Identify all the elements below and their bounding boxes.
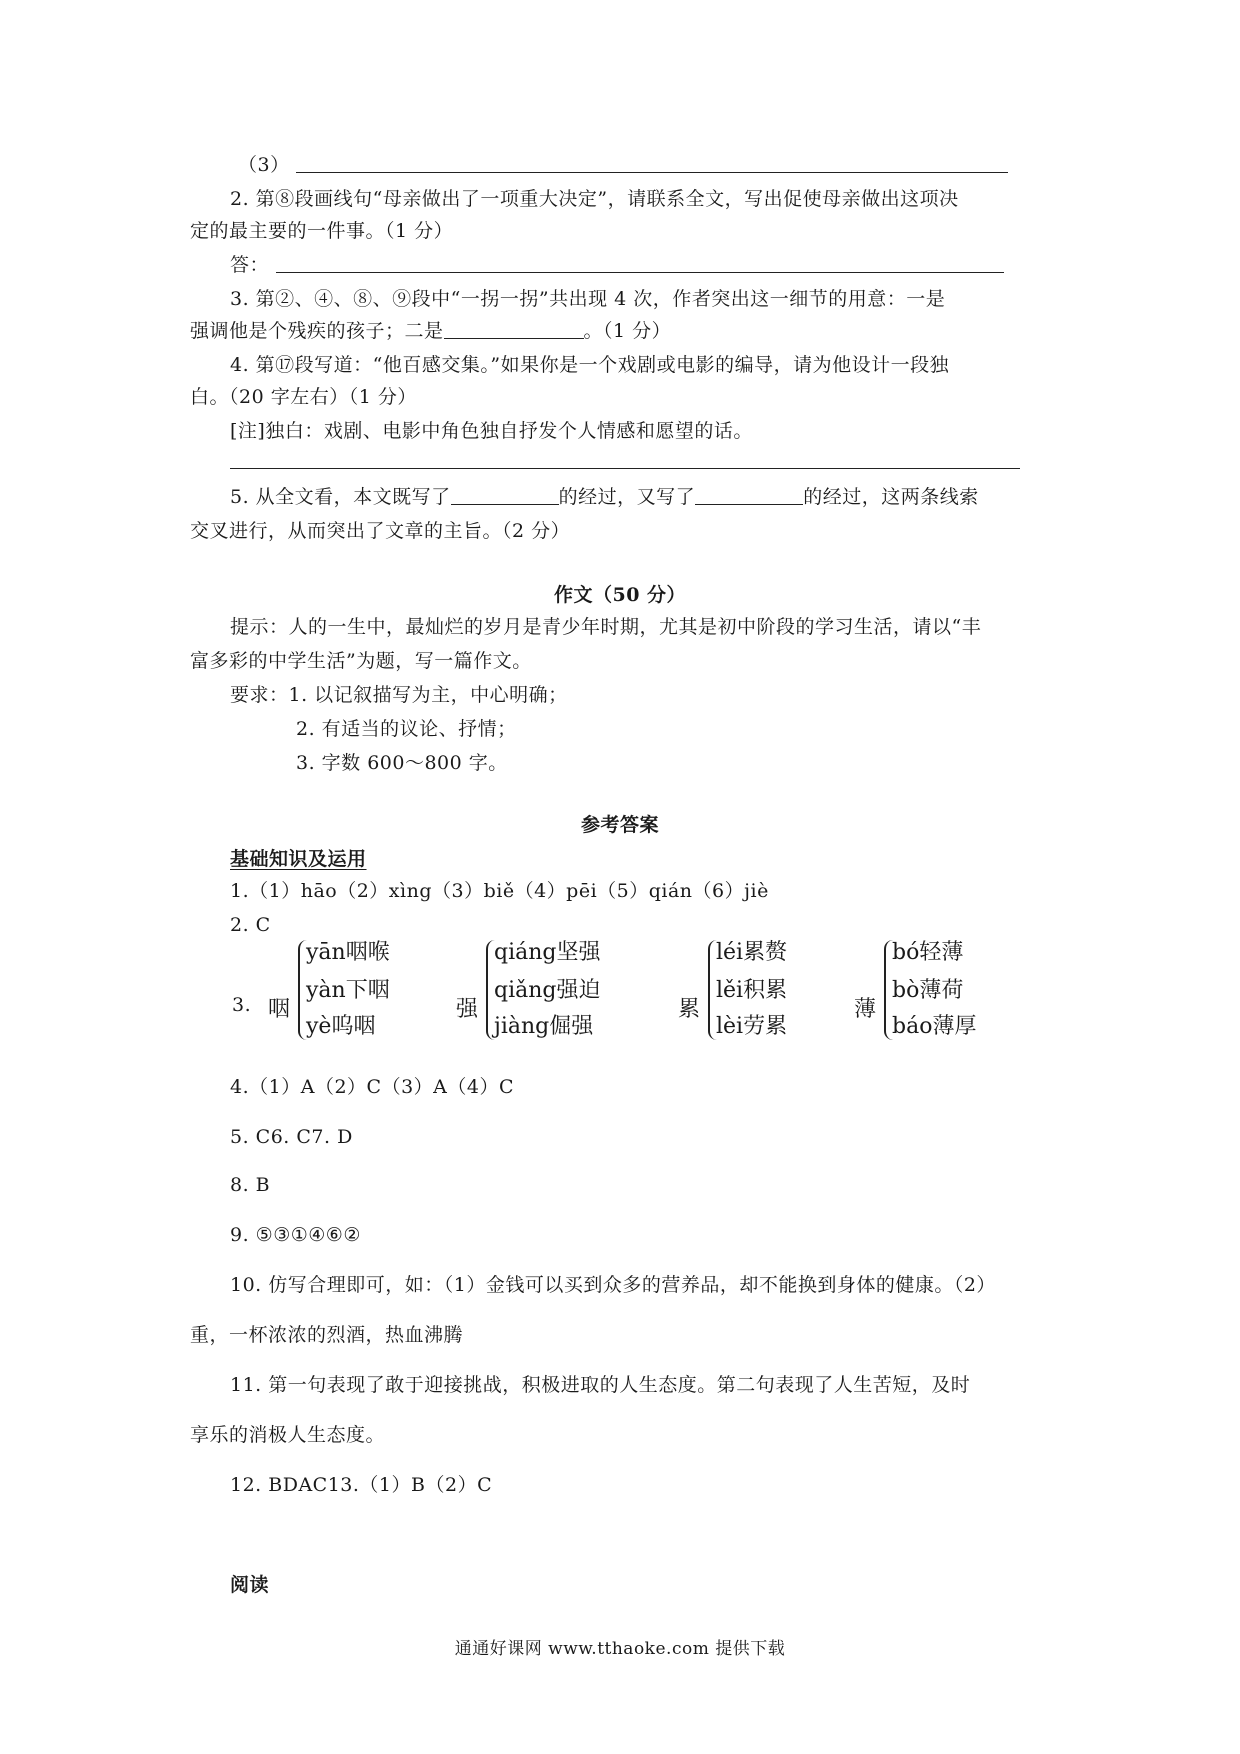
q2-answer-line — [230, 252, 1004, 278]
pinyin-item: lèi劳累 — [716, 1014, 788, 1039]
essay-requirement-3: 3. 字数 600～800 字。 — [296, 752, 508, 774]
essay-prompt-line1: 提示：人的一生中，最灿烂的岁月是青少年时期，尤其是初中阶段的学习生活，请以“丰 — [230, 616, 982, 638]
answer-8: 8. B — [230, 1174, 271, 1196]
answer-10-line2: 重，一杯浓浓的烈酒，热血沸腾 — [190, 1324, 464, 1346]
pinyin-item: léi累赘 — [716, 940, 788, 965]
group-char: 累 — [678, 997, 701, 1022]
answer-5: 5. C6. C7. D — [230, 1126, 353, 1148]
q3-line2-text-b: 。（1 分） — [583, 320, 672, 342]
pinyin-item: lěi积累 — [716, 978, 788, 1003]
q5-text-b: 的经过，又写了 — [558, 486, 696, 508]
answer-blank — [276, 252, 1004, 273]
essay-requirement-1: 要求：1. 以记叙描写为主，中心明确； — [230, 684, 568, 706]
q5-line2: 交叉进行，从而突出了文章的主旨。（2 分） — [190, 520, 571, 542]
q3-line2-text-a: 强调他是个残疾的孩子；二是 — [190, 320, 444, 342]
q4-note: [注]独白：戏剧、电影中角色独自抒发个人情感和愿望的话。 — [230, 420, 753, 442]
q5-text-a: 5. 从全文看，本文既写了 — [230, 486, 451, 508]
pinyin-item: yān咽喉 — [306, 940, 390, 965]
pinyin-item: báo薄厚 — [892, 1014, 977, 1039]
q2-line1: 2. 第⑧段画线句“母亲做出了一项重大决定”，请联系全文，写出促使母亲做出这项决 — [230, 188, 959, 210]
answer-blank — [444, 318, 584, 339]
pinyin-item: bó轻薄 — [892, 940, 964, 965]
q5-line1 — [230, 484, 979, 510]
answer-11-line1: 11. 第一句表现了敢于迎接挑战，积极进取的人生态度。第二句表现了人生苦短，及时 — [230, 1374, 971, 1396]
page-footer: 通通好课网 www.tthaoke.com 提供下载 — [454, 1639, 786, 1659]
group-char: 强 — [456, 997, 479, 1022]
answer-10-line1: 10. 仿写合理即可，如：（1）金钱可以买到众多的营养品，却不能换到身体的健康。（2） — [230, 1274, 996, 1296]
section-basic-heading: 基础知识及运用 — [230, 848, 367, 870]
section-reading-heading: 阅读 — [230, 1574, 270, 1596]
answer-rule — [230, 468, 1020, 469]
pinyin-item: bò薄荷 — [892, 978, 964, 1003]
essay-requirement-2: 2. 有适当的议论、抒情； — [296, 718, 517, 740]
q3-line1: 3. 第②、④、⑧、⑨段中“一拐一拐”共出现 4 次，作者突出这一细节的用意：一是 — [230, 288, 946, 310]
group-char: 咽 — [268, 997, 291, 1022]
answers-title: 参考答案 — [580, 814, 659, 836]
pinyin-item: qiáng坚强 — [494, 940, 601, 965]
pinyin-item: jiàng倔强 — [494, 1014, 594, 1039]
essay-title: 作文（50 分） — [553, 584, 687, 606]
q-part3-label: （3） — [238, 154, 290, 176]
group-char: 薄 — [854, 997, 877, 1022]
answer-label: 答： — [230, 254, 270, 276]
q-part3-line — [238, 152, 1008, 178]
q2-line2: 定的最主要的一件事。（1 分） — [190, 220, 454, 242]
pinyin-item: yàn下咽 — [306, 978, 390, 1003]
pinyin-item: qiǎng强迫 — [494, 978, 601, 1003]
answer-blank — [451, 484, 559, 505]
pinyin-item: yè呜咽 — [306, 1014, 376, 1039]
q4-line1: 4. 第⑰段写道：“他百感交集。”如果你是一个戏剧或电影的编导，请为他设计一段独 — [230, 354, 950, 376]
answer-1: 1.（1）hāo（2）xìng（3）biě（4）pēi（5）qián（6）jiè — [230, 880, 769, 902]
answer-3-label: 3. — [232, 994, 252, 1016]
answer-12: 12. BDAC13.（1）B（2）C — [230, 1474, 493, 1496]
answer-blank — [296, 152, 1008, 173]
q5-text-c: 的经过，这两条线索 — [803, 486, 979, 508]
essay-prompt-line2: 富多彩的中学生活”为题，写一篇作文。 — [190, 650, 532, 672]
q4-line2: 白。（20 字左右）（1 分） — [190, 386, 417, 408]
answer-9: 9. ⑤③①④⑥② — [230, 1224, 361, 1246]
answer-11-line2: 享乐的消极人生态度。 — [190, 1424, 386, 1446]
q3-line2 — [190, 318, 671, 344]
answer-4: 4.（1）A（2）C（3）A（4）C — [230, 1076, 514, 1098]
answer-2: 2. C — [230, 914, 271, 936]
answer-blank — [695, 484, 803, 505]
